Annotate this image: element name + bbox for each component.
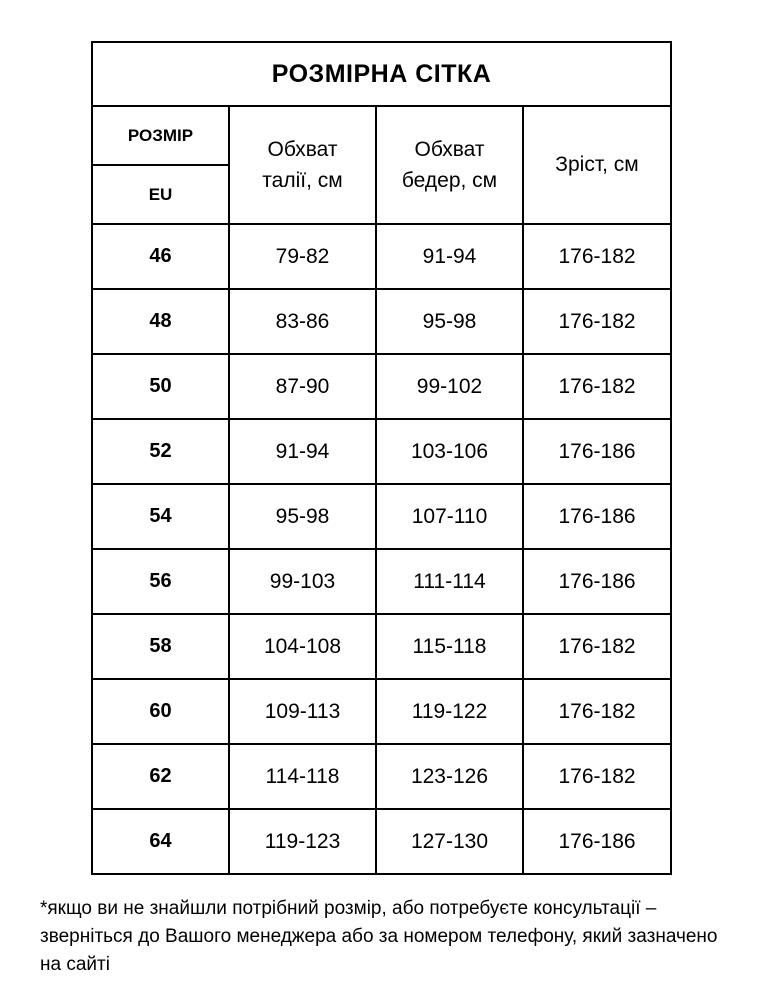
waist-value: 83-86 [229,289,376,354]
height-value: 176-186 [523,549,671,614]
header-hips-label: Обхват бедер, см [401,137,498,192]
table-row [92,744,671,809]
header-waist-label: Обхват талії, см [262,137,343,192]
height-value: 176-182 [523,744,671,809]
table-row [92,289,671,354]
waist-value: 87-90 [229,354,376,419]
header-size-unit: EU [92,165,229,224]
header-waist [229,106,376,224]
header-height [523,106,671,224]
hips-value: 107-110 [376,484,523,549]
waist-value: 119-123 [229,809,376,874]
height-value: 176-186 [523,809,671,874]
title-row [92,42,671,106]
hips-value: 91-94 [376,224,523,289]
size-value: 64 [92,809,229,874]
table-row [92,809,671,874]
waist-value: 99-103 [229,549,376,614]
table-title: РОЗМІРНА СІТКА [92,42,671,106]
size-value: 52 [92,419,229,484]
header-row-top [92,106,671,165]
size-value: 62 [92,744,229,809]
table-row [92,419,671,484]
size-chart-table [91,41,672,875]
hips-value: 99-102 [376,354,523,419]
hips-value: 123-126 [376,744,523,809]
table-row [92,614,671,679]
waist-value: 109-113 [229,679,376,744]
table-row [92,679,671,744]
hips-value: 119-122 [376,679,523,744]
size-value: 54 [92,484,229,549]
table-row [92,354,671,419]
height-value: 176-182 [523,224,671,289]
waist-value: 114-118 [229,744,376,809]
waist-value: 91-94 [229,419,376,484]
height-value: 176-186 [523,419,671,484]
header-height-label: Зріст, см [555,153,639,177]
height-value: 176-182 [523,289,671,354]
waist-value: 95-98 [229,484,376,549]
hips-value: 115-118 [376,614,523,679]
header-hips [376,106,523,224]
hips-value: 111-114 [376,549,523,614]
size-value: 50 [92,354,229,419]
waist-value: 79-82 [229,224,376,289]
hips-value: 103-106 [376,419,523,484]
footnote: *якщо ви не знайшли потрібний розмір, або потребуєте консультації – зверніться до Вашого менеджера або за номером телефону, який зазначено на сайті [40,898,718,975]
size-value: 60 [92,679,229,744]
size-value: 46 [92,224,229,289]
table-row [92,549,671,614]
height-value: 176-182 [523,679,671,744]
waist-value: 104-108 [229,614,376,679]
hips-value: 95-98 [376,289,523,354]
height-value: 176-182 [523,614,671,679]
table-row [92,484,671,549]
header-size-label: РОЗМІР [92,106,229,165]
size-value: 58 [92,614,229,679]
size-value: 48 [92,289,229,354]
size-value: 56 [92,549,229,614]
hips-value: 127-130 [376,809,523,874]
table-row [92,224,671,289]
height-value: 176-182 [523,354,671,419]
height-value: 176-186 [523,484,671,549]
